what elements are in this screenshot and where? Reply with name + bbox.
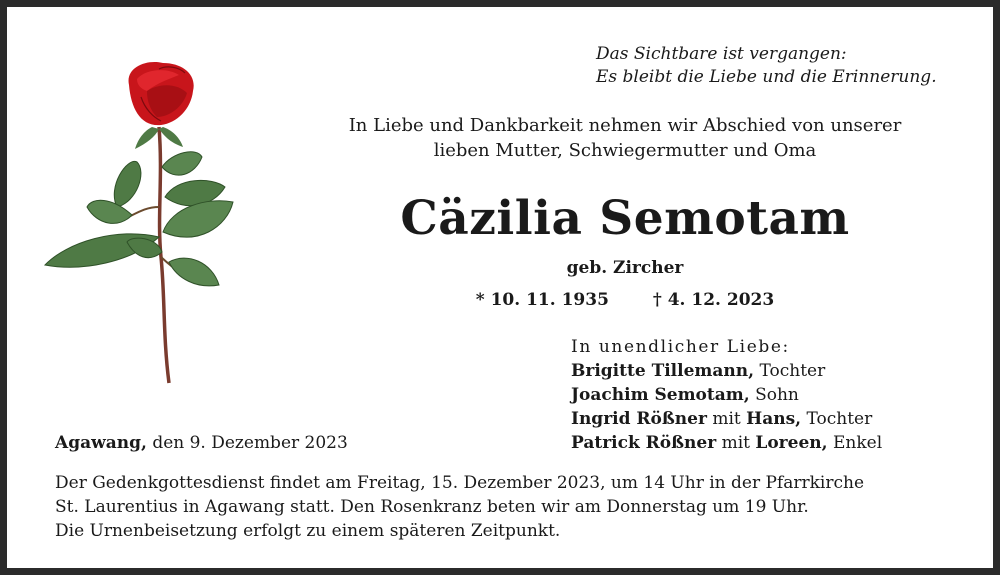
birth-date: * 10. 11. 1935 [475, 290, 609, 310]
intro-line-1: In Liebe und Dankbarkeit nehmen wir Abschied von unserer [348, 115, 902, 136]
intro-text [307, 113, 943, 163]
mourner-row [571, 431, 882, 455]
death-date: † 4. 12. 2023 [652, 290, 775, 310]
mourners-list [571, 335, 882, 455]
mourner-relation: Tochter [806, 409, 873, 429]
notice-line-1: Der Gedenkgottesdienst findet am Freitag, 15. Dezember 2023, um 14 Uhr in der Pfarrkirche [55, 473, 865, 493]
deceased-name: Cäzilia Semotam [400, 191, 850, 246]
place-date-line [55, 431, 348, 455]
intro-line-2: lieben Mutter, Schwiegermutter und Oma [433, 140, 817, 161]
mourner-name: Patrick Rößner [571, 433, 717, 453]
motto-quote [596, 43, 937, 89]
mourner-relation: Enkel [832, 433, 883, 453]
mourner-relation: Tochter [759, 361, 826, 381]
mourner-connector: mit [721, 433, 750, 453]
life-dates [307, 289, 943, 311]
mourner-row [571, 359, 882, 383]
place-name: Agawang, [55, 433, 147, 453]
mourners-heading: In unendlicher Liebe: [571, 337, 790, 357]
maiden-name: geb. Zircher [566, 258, 684, 278]
mourner-partner: Loreen, [755, 433, 828, 453]
motto-line-2: Es bleibt die Liebe und die Erinnerung. [596, 67, 937, 87]
mourner-name: Ingrid Rößner [571, 409, 707, 429]
notice-date: den 9. Dezember 2023 [152, 433, 348, 453]
notice-line-3: Die Urnenbeisetzung erfolgt zu einem späteren Zeitpunkt. [55, 521, 561, 541]
service-notice [55, 471, 975, 543]
mourner-row [571, 383, 882, 407]
mourner-name: Brigitte Tillemann, [571, 361, 755, 381]
motto-line-1: Das Sichtbare ist vergangen: [596, 44, 847, 64]
mourner-row [571, 407, 882, 431]
mourner-relation: Sohn [755, 385, 799, 405]
mourner-partner: Hans, [746, 409, 802, 429]
notice-line-2: St. Laurentius in Agawang statt. Den Rosenkranz beten wir am Donnerstag um 19 Uhr. [55, 497, 809, 517]
mourner-connector: mit [712, 409, 741, 429]
mourner-name: Joachim Semotam, [571, 385, 750, 405]
red-rose-icon [37, 57, 237, 387]
